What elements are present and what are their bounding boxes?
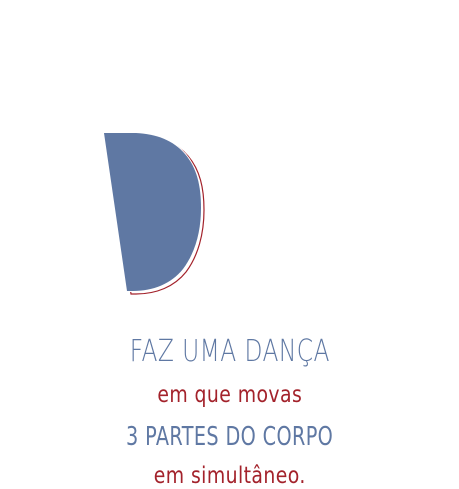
instruction-line-2: em que movas bbox=[157, 382, 303, 408]
instruction-line-1: FAZ UMA DANÇA bbox=[129, 334, 330, 369]
half-circle-fill bbox=[104, 133, 201, 291]
half-circle-shape bbox=[96, 126, 216, 301]
instruction-line-3: 3 PARTES DO CORPO bbox=[126, 422, 334, 452]
instruction-line-4: em simultâneo. bbox=[153, 463, 306, 489]
